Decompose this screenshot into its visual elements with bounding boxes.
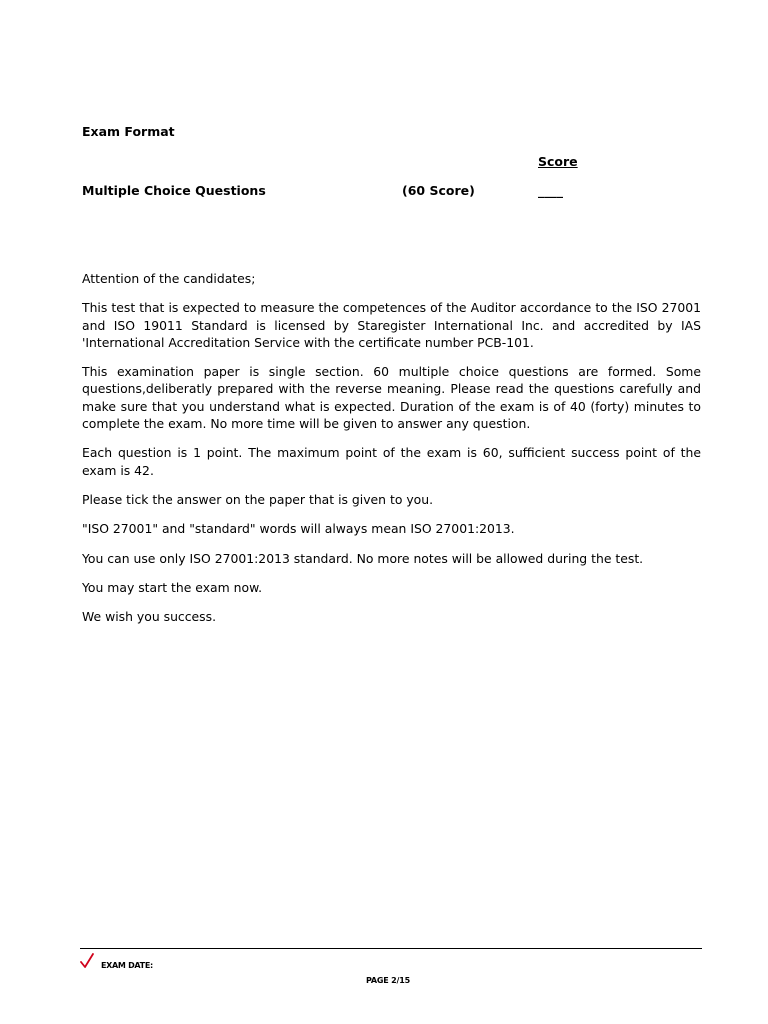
start-instruction: You may start the exam now.: [82, 579, 263, 595]
footer-divider: [80, 948, 702, 949]
tick-instruction: Please tick the answer on the paper that is given to you.: [82, 491, 434, 507]
points-paragraph: Each question is 1 point. The maximum point of the exam is 60, sufficient success point of the exam is 42.: [82, 445, 701, 478]
structure-paragraph: This examination paper is single section. 60 multiple choice questions are formed. Some questions,deliberatly prepared with the reverse meaning. Please read the questions carefully and make sure that you understand what is expected. Duration of the exam is of 40 (forty) minutes to complete the exam. No more time will be given to answer any question.: [82, 364, 701, 432]
mcq-score-blank: ____: [538, 183, 563, 198]
license-paragraph: This test that is expected to measure the competences of the Auditor accordance to the ISO 27001 and ISO 19011 Standard is licensed by Staregister International Inc. and accredited by IAS 'International Accreditation Service with the certificate number PCB-101.: [82, 300, 701, 350]
attention-line: Attention of the candidates;: [82, 271, 256, 286]
exam-format-heading: Exam Format: [82, 124, 175, 139]
score-column-header: Score: [538, 154, 578, 169]
allowed-materials: You can use only ISO 27001:2013 standard. No more notes will be allowed during the test.: [82, 550, 644, 566]
standard-definition: "ISO 27001" and "standard" words will always mean ISO 27001:2013.: [82, 521, 515, 537]
page-number: PAGE 2/15: [366, 976, 410, 985]
mcq-section-label: Multiple Choice Questions: [82, 183, 266, 198]
instructions-body: [82, 270, 701, 637]
closing-wish: We wish you success.: [82, 609, 217, 625]
mcq-section-points: (60 Score): [402, 183, 475, 198]
exam-date-label: EXAM DATE:: [101, 961, 153, 970]
checkmark-icon: [80, 953, 94, 969]
